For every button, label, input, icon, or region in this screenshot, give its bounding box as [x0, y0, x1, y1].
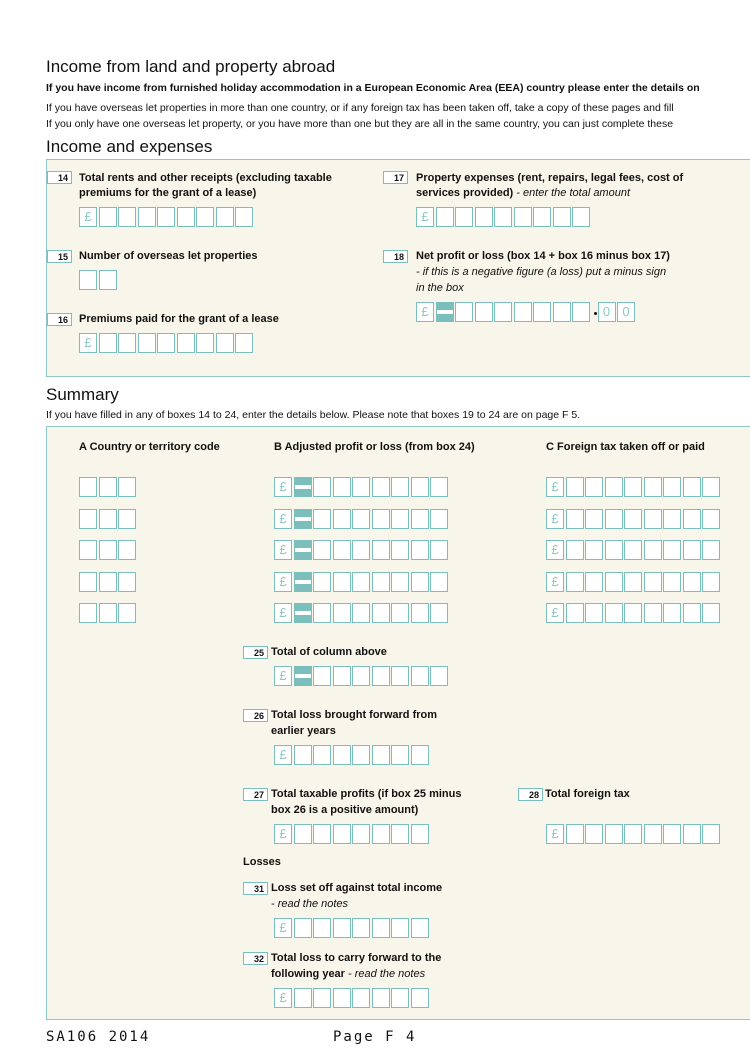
digit-cell[interactable] — [702, 477, 720, 497]
digit-cell[interactable] — [430, 509, 448, 529]
pound-sign: £ — [416, 302, 434, 322]
digit-cell[interactable] — [333, 477, 351, 497]
digit-cell[interactable] — [333, 572, 351, 592]
digit-cell[interactable] — [663, 603, 681, 623]
digit-cell[interactable] — [333, 824, 351, 844]
box-31-label-2: - read the notes — [271, 898, 349, 910]
country-code-field[interactable] — [79, 509, 138, 529]
digit-cell[interactable] — [411, 745, 429, 765]
digit-cell[interactable] — [624, 540, 642, 560]
digit-cell[interactable] — [391, 824, 409, 844]
digit-cell[interactable] — [196, 207, 214, 227]
box-18-label-2: - if this is a negative figure (a loss) put a minus sign — [416, 266, 667, 278]
digit-cell[interactable] — [624, 509, 642, 529]
box-26-label-1: Total loss brought forward from — [271, 709, 438, 721]
digit-cell[interactable] — [294, 824, 312, 844]
digit-cell[interactable] — [644, 572, 662, 592]
box-28-label: Total foreign tax — [545, 788, 630, 800]
digit-cell[interactable] — [313, 509, 331, 529]
pound-sign: £ — [274, 540, 292, 560]
digit-cell[interactable] — [216, 207, 234, 227]
digit-cell[interactable] — [313, 572, 331, 592]
digit-cell[interactable] — [624, 572, 642, 592]
digit-cell[interactable] — [79, 540, 97, 560]
minus-sign-box[interactable] — [294, 540, 312, 560]
box-14-label-1: Total rents and other receipts (excluding taxable — [79, 172, 332, 184]
digit-cell[interactable] — [333, 603, 351, 623]
box-32-label-1: Total loss to carry forward to the — [271, 952, 442, 964]
pound-sign: £ — [79, 333, 97, 353]
digit-cell[interactable] — [475, 302, 493, 322]
digit-cell[interactable] — [313, 603, 331, 623]
pound-sign: £ — [546, 509, 564, 529]
box-17-hint: - enter the total amount — [513, 187, 631, 199]
digit-cell[interactable] — [333, 540, 351, 560]
digit-cell[interactable] — [391, 745, 409, 765]
minus-sign-box[interactable] — [294, 509, 312, 529]
digit-cell[interactable] — [475, 207, 493, 227]
box-14-field[interactable] — [79, 207, 255, 227]
section-summary-title: Summary — [46, 385, 119, 404]
digit-cell[interactable] — [411, 988, 429, 1008]
digit-cell[interactable] — [663, 477, 681, 497]
digit-cell[interactable] — [99, 572, 117, 592]
digit-cell[interactable] — [177, 333, 195, 353]
digit-cell[interactable] — [553, 302, 571, 322]
digit-cell[interactable] — [605, 603, 623, 623]
digit-cell[interactable] — [644, 477, 662, 497]
pound-sign: £ — [274, 477, 292, 497]
digit-cell[interactable] — [514, 302, 532, 322]
digit-cell[interactable] — [566, 603, 584, 623]
digit-cell[interactable] — [99, 207, 117, 227]
digit-cell[interactable] — [455, 302, 473, 322]
box-15-field[interactable] — [79, 270, 118, 290]
box-32-number: 32 — [243, 952, 268, 965]
pound-sign: £ — [274, 988, 292, 1008]
digit-cell[interactable] — [372, 824, 390, 844]
digit-cell[interactable] — [372, 477, 390, 497]
pound-sign: £ — [416, 207, 434, 227]
digit-cell[interactable] — [99, 509, 117, 529]
digit-cell[interactable] — [333, 988, 351, 1008]
digit-cell[interactable] — [294, 918, 312, 938]
digit-cell[interactable] — [79, 572, 97, 592]
pound-sign: £ — [546, 540, 564, 560]
digit-cell[interactable] — [79, 477, 97, 497]
digit-cell[interactable] — [663, 540, 681, 560]
digit-cell[interactable] — [663, 509, 681, 529]
pound-sign: £ — [546, 603, 564, 623]
digit-cell[interactable] — [430, 477, 448, 497]
digit-cell[interactable] — [352, 666, 370, 686]
digit-cell[interactable] — [585, 477, 603, 497]
pound-sign: £ — [274, 918, 292, 938]
digit-cell[interactable] — [138, 333, 156, 353]
digit-cell[interactable] — [138, 207, 156, 227]
digit-cell[interactable] — [118, 603, 136, 623]
digit-cell[interactable] — [352, 988, 370, 1008]
digit-cell[interactable] — [118, 509, 136, 529]
digit-cell[interactable] — [514, 207, 532, 227]
digit-cell[interactable] — [333, 666, 351, 686]
pound-sign: £ — [274, 824, 292, 844]
digit-cell[interactable] — [333, 745, 351, 765]
digit-cell[interactable] — [294, 745, 312, 765]
digit-cell[interactable] — [352, 540, 370, 560]
digit-cell[interactable] — [624, 477, 642, 497]
digit-cell[interactable] — [494, 302, 512, 322]
box-18-number: 18 — [383, 250, 408, 263]
box-32-field[interactable] — [274, 988, 430, 1008]
digit-cell[interactable] — [313, 666, 331, 686]
intro-bold: If you have income from furnished holiday accommodation in a European Economic Area (EEA) country please enter the details on — [46, 82, 700, 94]
digit-cell[interactable] — [99, 540, 117, 560]
digit-cell[interactable] — [372, 509, 390, 529]
digit-cell[interactable] — [585, 572, 603, 592]
box-16-number: 16 — [47, 313, 72, 326]
pound-sign: £ — [546, 477, 564, 497]
box-32-hint: - read the notes — [344, 968, 426, 980]
digit-cell[interactable] — [177, 207, 195, 227]
box-31-field[interactable] — [274, 918, 430, 938]
country-code-field[interactable] — [79, 603, 138, 623]
digit-cell[interactable] — [352, 572, 370, 592]
digit-cell[interactable] — [411, 824, 429, 844]
digit-cell[interactable] — [372, 540, 390, 560]
pound-sign: £ — [546, 572, 564, 592]
summary-intro: If you have filled in any of boxes 14 to 24, enter the details below. Please note that boxes 19 to 24 are on page F 5. — [46, 409, 581, 421]
digit-cell[interactable] — [118, 207, 136, 227]
digit-cell[interactable] — [702, 509, 720, 529]
digit-cell[interactable] — [455, 207, 473, 227]
digit-cell[interactable] — [533, 302, 551, 322]
box-16-field[interactable] — [79, 333, 255, 353]
digit-cell[interactable] — [644, 824, 662, 844]
digit-cell[interactable] — [566, 572, 584, 592]
digit-cell[interactable] — [572, 207, 590, 227]
digit-cell[interactable] — [624, 824, 642, 844]
digit-cell[interactable] — [313, 477, 331, 497]
digit-cell[interactable] — [313, 918, 331, 938]
digit-cell[interactable] — [157, 333, 175, 353]
digit-cell[interactable] — [391, 540, 409, 560]
digit-cell[interactable] — [313, 988, 331, 1008]
losses-heading: Losses — [243, 856, 281, 868]
box-14-label-2: premiums for the grant of a lease) — [79, 187, 257, 199]
digit-cell[interactable] — [566, 540, 584, 560]
digit-cell[interactable] — [157, 207, 175, 227]
box-14-number: 14 — [47, 171, 72, 184]
foreign-tax-field[interactable] — [546, 477, 722, 497]
digit-cell[interactable] — [553, 207, 571, 227]
digit-cell[interactable] — [430, 666, 448, 686]
minus-sign-box[interactable] — [294, 666, 312, 686]
foreign-tax-field[interactable] — [546, 603, 722, 623]
box-15-number: 15 — [47, 250, 72, 263]
digit-cell[interactable] — [372, 918, 390, 938]
digit-cell[interactable] — [411, 477, 429, 497]
digit-cell[interactable] — [533, 207, 551, 227]
digit-cell[interactable] — [235, 207, 253, 227]
adjusted-profit-field[interactable] — [274, 477, 450, 497]
digit-cell[interactable] — [99, 477, 117, 497]
column-b-header: B Adjusted profit or loss (from box 24) — [274, 441, 475, 453]
digit-cell[interactable] — [235, 333, 253, 353]
minus-sign-box[interactable] — [436, 302, 454, 322]
column-c-header: C Foreign tax taken off or paid — [546, 441, 705, 453]
digit-cell[interactable] — [99, 333, 117, 353]
digit-cell[interactable] — [683, 603, 701, 623]
box-17-number: 17 — [383, 171, 408, 184]
box-27-field[interactable] — [274, 824, 430, 844]
digit-cell[interactable] — [683, 509, 701, 529]
digit-cell[interactable] — [118, 477, 136, 497]
digit-cell[interactable] — [411, 918, 429, 938]
box-18-label-1: Net profit or loss (box 14 + box 16 minus box 17) — [416, 250, 670, 262]
digit-cell[interactable] — [216, 333, 234, 353]
box-18-field[interactable] — [416, 302, 637, 322]
form-reference: SA106 2014 — [46, 1029, 151, 1045]
digit-cell[interactable] — [411, 603, 429, 623]
digit-cell[interactable] — [411, 509, 429, 529]
minus-sign-box[interactable] — [294, 603, 312, 623]
pound-sign: £ — [79, 207, 97, 227]
digit-cell[interactable] — [411, 540, 429, 560]
box-27-label-1: Total taxable profits (if box 25 minus — [271, 788, 462, 800]
page-number: Page F 4 — [333, 1029, 417, 1045]
digit-cell[interactable] — [391, 509, 409, 529]
digit-cell[interactable] — [702, 540, 720, 560]
digit-cell[interactable] — [605, 477, 623, 497]
adjusted-profit-field[interactable] — [274, 572, 450, 592]
box-25-number: 25 — [243, 646, 268, 659]
pence-zero: 0 — [598, 302, 616, 322]
digit-cell[interactable] — [118, 540, 136, 560]
digit-cell[interactable] — [313, 745, 331, 765]
digit-cell[interactable] — [352, 509, 370, 529]
digit-cell[interactable] — [644, 540, 662, 560]
digit-cell[interactable] — [391, 572, 409, 592]
country-code-field[interactable] — [79, 540, 138, 560]
digit-cell[interactable] — [430, 603, 448, 623]
intro-line-2: If you only have one overseas let property, or you have more than one but they are all in the same country, you can just complete these — [46, 118, 674, 130]
digit-cell[interactable] — [79, 509, 97, 529]
digit-cell[interactable] — [313, 824, 331, 844]
digit-cell[interactable] — [352, 603, 370, 623]
digit-cell[interactable] — [683, 572, 701, 592]
minus-sign-box[interactable] — [294, 572, 312, 592]
digit-cell[interactable] — [372, 666, 390, 686]
digit-cell[interactable] — [294, 988, 312, 1008]
digit-cell[interactable] — [391, 988, 409, 1008]
digit-cell[interactable] — [566, 824, 584, 844]
digit-cell[interactable] — [352, 477, 370, 497]
digit-cell[interactable] — [372, 603, 390, 623]
digit-cell[interactable] — [391, 603, 409, 623]
digit-cell[interactable] — [624, 603, 642, 623]
pound-sign: £ — [274, 666, 292, 686]
digit-cell[interactable] — [411, 666, 429, 686]
digit-cell[interactable] — [372, 988, 390, 1008]
digit-cell[interactable] — [702, 603, 720, 623]
pence-zero: 0 — [617, 302, 635, 322]
digit-cell[interactable] — [333, 918, 351, 938]
digit-cell[interactable] — [391, 918, 409, 938]
digit-cell[interactable] — [352, 745, 370, 765]
digit-cell[interactable] — [411, 572, 429, 592]
pound-sign: £ — [274, 509, 292, 529]
section-income-title: Income and expenses — [46, 137, 213, 156]
pound-sign: £ — [546, 824, 564, 844]
box-31-label-1: Loss set off against total income — [271, 882, 443, 894]
digit-cell[interactable] — [683, 540, 701, 560]
adjusted-profit-field[interactable] — [274, 540, 450, 560]
foreign-tax-field[interactable] — [546, 540, 722, 560]
box-15-label: Number of overseas let properties — [79, 250, 258, 262]
box-26-field[interactable] — [274, 745, 430, 765]
foreign-tax-field[interactable] — [546, 509, 722, 529]
digit-cell[interactable] — [313, 540, 331, 560]
country-code-field[interactable] — [79, 572, 138, 592]
digit-cell[interactable] — [436, 207, 454, 227]
digit-cell[interactable] — [683, 824, 701, 844]
box-18-label-3: in the box — [416, 282, 464, 294]
digit-cell[interactable] — [430, 540, 448, 560]
digit-cell[interactable] — [663, 824, 681, 844]
digit-cell[interactable] — [372, 572, 390, 592]
digit-cell[interactable] — [605, 540, 623, 560]
country-code-field[interactable] — [79, 477, 138, 497]
digit-cell[interactable] — [585, 509, 603, 529]
minus-sign-box[interactable] — [294, 477, 312, 497]
column-a-header: A Country or territory code — [79, 441, 220, 453]
digit-cell[interactable] — [391, 666, 409, 686]
digit-cell[interactable] — [605, 509, 623, 529]
box-17-label-1: Property expenses (rent, repairs, legal fees, cost of — [416, 172, 684, 184]
digit-cell[interactable] — [99, 603, 117, 623]
digit-cell[interactable] — [79, 270, 97, 290]
digit-cell[interactable] — [430, 572, 448, 592]
digit-cell[interactable] — [196, 333, 214, 353]
digit-cell[interactable] — [494, 207, 512, 227]
digit-cell[interactable] — [391, 477, 409, 497]
digit-cell[interactable] — [605, 572, 623, 592]
digit-cell[interactable] — [79, 603, 97, 623]
box-31-number: 31 — [243, 882, 268, 895]
box-28-number: 28 — [518, 788, 543, 801]
digit-cell[interactable] — [585, 540, 603, 560]
box-28-field[interactable] — [546, 824, 722, 844]
digit-cell[interactable] — [566, 509, 584, 529]
digit-cell[interactable] — [644, 509, 662, 529]
digit-cell[interactable] — [352, 824, 370, 844]
pound-sign: £ — [274, 603, 292, 623]
decimal-point — [592, 302, 598, 322]
box-17-field[interactable] — [416, 207, 592, 227]
box-25-label: Total of column above — [271, 646, 387, 658]
pound-sign: £ — [274, 745, 292, 765]
digit-cell[interactable] — [605, 824, 623, 844]
digit-cell[interactable] — [572, 302, 590, 322]
digit-cell[interactable] — [118, 572, 136, 592]
digit-cell[interactable] — [585, 603, 603, 623]
page-title: Income from land and property abroad — [46, 57, 336, 76]
digit-cell[interactable] — [372, 745, 390, 765]
box-16-label: Premiums paid for the grant of a lease — [79, 313, 279, 325]
foreign-tax-field[interactable] — [546, 572, 722, 592]
box-17-label-2: services provided) — [416, 187, 514, 199]
box-25-field[interactable] — [274, 666, 450, 686]
box-26-number: 26 — [243, 709, 268, 722]
digit-cell[interactable] — [585, 824, 603, 844]
intro-line-1: If you have overseas let properties in more than one country, or if any foreign tax has been taken off, take a copy of these pages and fill — [46, 102, 674, 114]
box-27-label-2: box 26 is a positive amount) — [271, 804, 419, 816]
digit-cell[interactable] — [702, 824, 720, 844]
digit-cell[interactable] — [352, 918, 370, 938]
digit-cell[interactable] — [566, 477, 584, 497]
digit-cell[interactable] — [683, 477, 701, 497]
digit-cell[interactable] — [99, 270, 117, 290]
adjusted-profit-field[interactable] — [274, 603, 450, 623]
digit-cell[interactable] — [702, 572, 720, 592]
digit-cell[interactable] — [118, 333, 136, 353]
digit-cell[interactable] — [333, 509, 351, 529]
box-26-label-2: earlier years — [271, 725, 336, 737]
box-32-label-2: following year — [271, 968, 345, 980]
digit-cell[interactable] — [663, 572, 681, 592]
pound-sign: £ — [274, 572, 292, 592]
adjusted-profit-field[interactable] — [274, 509, 450, 529]
box-27-number: 27 — [243, 788, 268, 801]
digit-cell[interactable] — [644, 603, 662, 623]
